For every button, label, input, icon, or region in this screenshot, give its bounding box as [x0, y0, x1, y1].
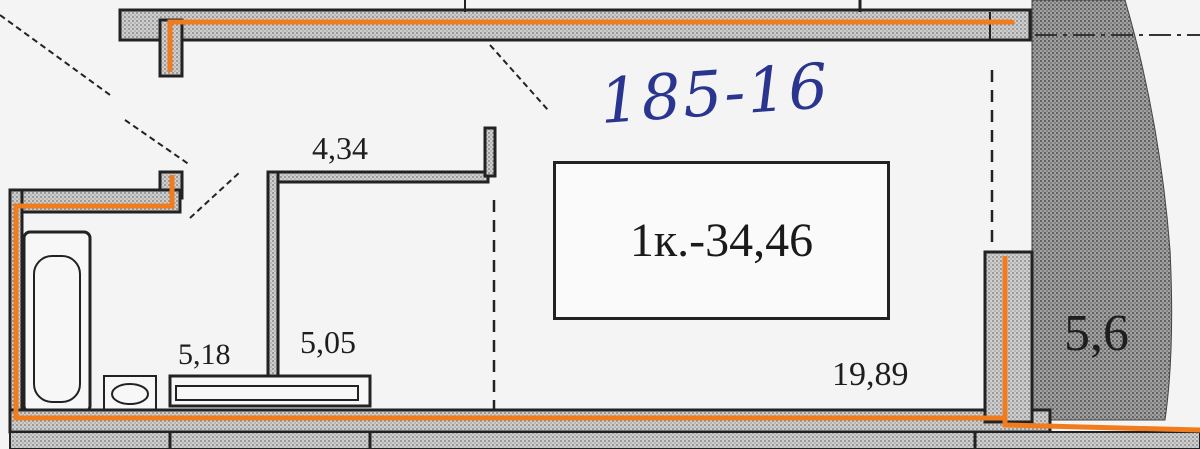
pillar [985, 252, 1032, 422]
bottom-wall [10, 410, 1050, 432]
bathroom-area-label: 5,18 [178, 338, 231, 371]
left-wall [10, 190, 180, 212]
kitchen-area-label: 5,05 [300, 324, 356, 360]
handwritten-note: 185-16 [597, 49, 833, 138]
apartment-area-box [553, 161, 890, 320]
apartment-label: 1к.-34,46 [629, 214, 814, 267]
corridor-wall [268, 172, 488, 182]
kitchen-counter [170, 376, 370, 406]
neighbor-strip [10, 432, 1200, 449]
kitchen-divider [485, 128, 495, 176]
top-wall [120, 10, 1030, 40]
kitchen-left-wall [268, 172, 278, 377]
balcony-area-label: 5,6 [1064, 305, 1129, 362]
living-room-area-label: 19,89 [832, 356, 909, 393]
corridor-area-label: 4,34 [312, 130, 368, 166]
